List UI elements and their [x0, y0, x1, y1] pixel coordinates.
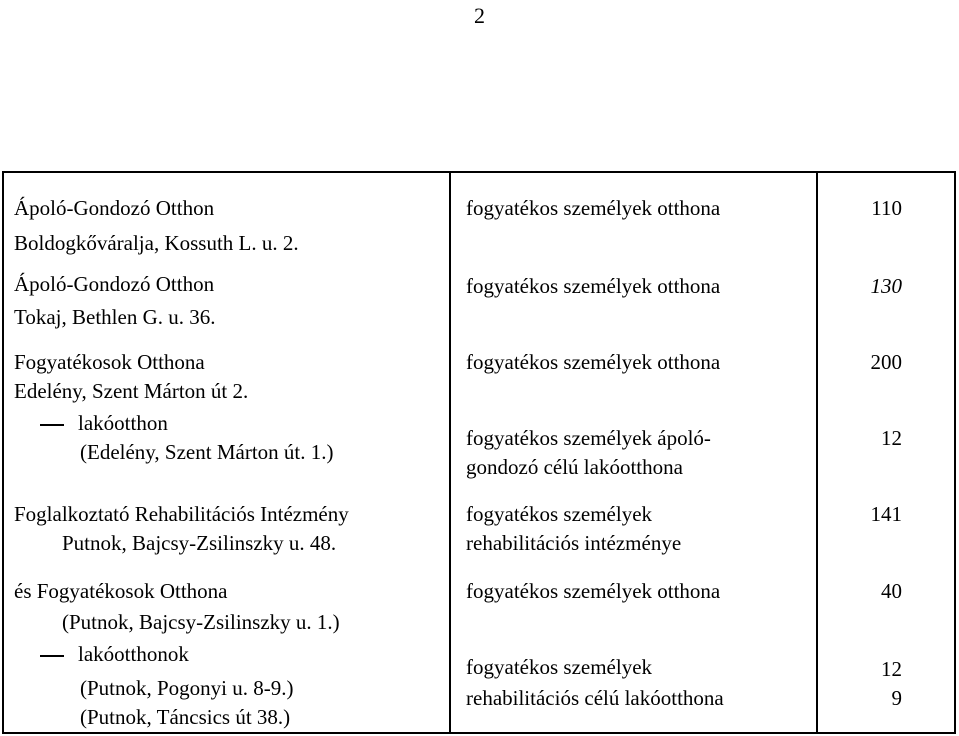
institution-type: fogyatékos személyek otthona: [466, 579, 721, 603]
institution-address: (Putnok, Táncsics út 38.): [80, 705, 291, 729]
capacity-value: 9: [891, 686, 902, 710]
sub-institution-name: lakóotthon: [78, 411, 168, 435]
capacity-value: 130: [870, 274, 902, 298]
column-divider: [816, 173, 818, 732]
sub-institution: [40, 410, 168, 437]
capacity-value: 12: [881, 657, 902, 681]
institution-address: Edelény, Szent Márton út 2.: [14, 379, 249, 403]
institution-address: Boldogkőváralja, Kossuth L. u. 2.: [14, 231, 299, 255]
sub-institution-name: lakóotthonok: [78, 642, 189, 666]
institution-address: (Putnok, Bajcsy-Zsilinszky u. 1.): [62, 610, 340, 634]
page-number: 2: [474, 3, 485, 28]
institution-address: Tokaj, Bethlen G. u. 36.: [14, 305, 216, 329]
institution-name: Foglalkoztató Rehabilitációs Intézmény: [14, 502, 349, 526]
institution-type: rehabilitációs célú lakóotthona: [466, 686, 724, 710]
capacity-value: 12: [881, 426, 902, 450]
list-dash-icon: [40, 424, 64, 426]
institution-type: fogyatékos személyek otthona: [466, 350, 721, 374]
institution-name: Ápoló-Gondozó Otthon: [14, 272, 215, 296]
sub-institution: [40, 641, 189, 668]
institution-address: Putnok, Bajcsy-Zsilinszky u. 48.: [62, 531, 337, 555]
institution-type: rehabilitációs intézménye: [466, 531, 682, 555]
institutions-table: [2, 171, 956, 734]
institution-type: gondozó célú lakóotthona: [466, 455, 683, 479]
column-divider: [449, 173, 451, 732]
institution-name: Fogyatékosok Otthona: [14, 350, 205, 374]
institution-type: fogyatékos személyek otthona: [466, 196, 721, 220]
capacity-value: 40: [881, 579, 902, 603]
institution-name: Ápoló-Gondozó Otthon: [14, 196, 215, 220]
institution-type: fogyatékos személyek otthona: [466, 274, 721, 298]
institution-address: (Edelény, Szent Márton út. 1.): [80, 440, 334, 464]
institution-type: fogyatékos személyek: [466, 502, 653, 526]
institution-type: fogyatékos személyek ápoló-: [466, 426, 711, 450]
list-dash-icon: [40, 655, 64, 657]
institution-address: (Putnok, Pogonyi u. 8-9.): [80, 676, 294, 700]
capacity-value: 200: [870, 350, 902, 374]
capacity-value: 110: [871, 196, 902, 220]
capacity-value: 141: [870, 502, 902, 526]
institution-name: és Fogyatékosok Otthona: [14, 579, 228, 603]
institution-type: fogyatékos személyek: [466, 655, 653, 679]
